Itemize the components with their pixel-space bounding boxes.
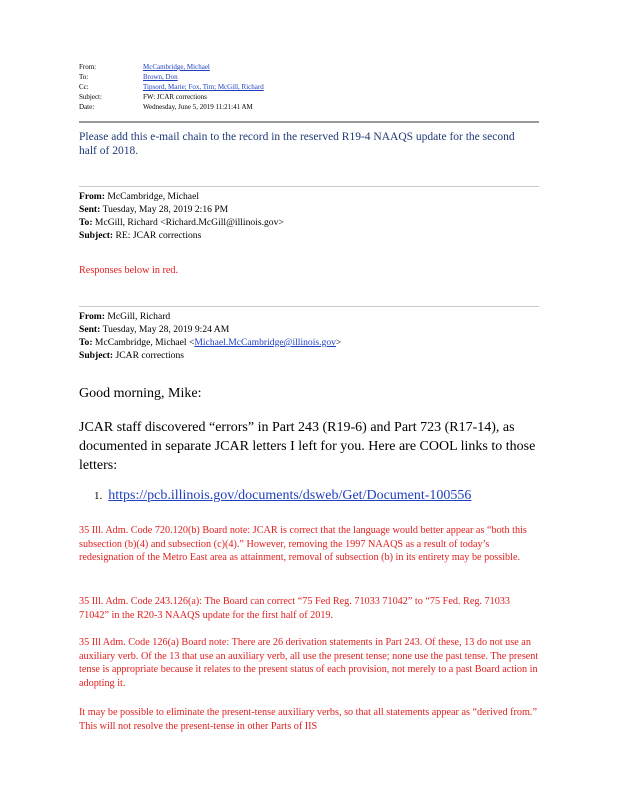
message2-sent-label: Sent: (79, 324, 101, 335)
header-subject-row (79, 92, 207, 102)
message1-from-value: McCambridge, Michael (107, 191, 199, 202)
message1-to-value: McGill, Richard <Richard.McGill@illinois.gov> (94, 217, 284, 228)
header-date-label: Date: (79, 103, 95, 111)
header-to-row (79, 72, 178, 82)
document-link[interactable]: https://pcb.illinois.gov/documents/dsweb/Get/Document-100556 (108, 488, 472, 503)
list-number: 1. (94, 490, 103, 502)
intro-text: Please add this e-mail chain to the record in the reserved R19-4 NAAQS update for the second half of 2018. (79, 131, 515, 157)
message-divider-2 (79, 306, 539, 307)
header-divider (79, 121, 539, 123)
response-paragraph-1: 35 Ill. Adm. Code 720.120(b) Board note: JCAR is correct that the language would better appear as “both this subsection (b)(4) and subsection (c)(4).” However, removing the 1997 NAAQS as a result of today’s redesignation of the Metro East area as attainment, removal of subsection (b) in its entirety may be possible. (79, 525, 527, 563)
message1-from-label: From: (79, 191, 105, 202)
message2-sent-row (79, 323, 341, 336)
message1-subject-label: Subject: (79, 230, 114, 241)
message-divider-1 (79, 186, 539, 187)
message2-to-row (79, 336, 341, 349)
header-cc-label: Cc: (79, 83, 89, 91)
message2-from-label: From: (79, 311, 105, 322)
message1-sent-value: Tuesday, May 28, 2019 2:16 PM (102, 204, 229, 215)
header-subject-value: FW: JCAR corrections (143, 93, 207, 101)
message2-sent-value: Tuesday, May 28, 2019 9:24 AM (102, 324, 230, 335)
message2-header (79, 310, 341, 362)
message2-from-row (79, 310, 341, 323)
header-cc-value[interactable]: Tipsord, Marie; Fox, Tim; McGill, Richard (143, 83, 264, 91)
message2-subject-label: Subject: (79, 350, 114, 361)
response-paragraph-4: It may be possible to eliminate the present-tense auxiliary verbs, so that all statements appear as “derived from.” This will not resolve the present-tense in other Parts of IIS (79, 707, 537, 732)
header-cc-row (79, 82, 264, 92)
message1-to-row (79, 216, 284, 229)
message2-to-label: To: (79, 337, 93, 348)
header-to-label: To: (79, 73, 89, 81)
header-date-value: Wednesday, June 5, 2019 11:21:41 AM (143, 103, 253, 111)
response-paragraph-3: 35 Ill Adm. Code 126(a) Board note: There are 26 derivation statements in Part 243. Of these, 13 do not use an auxiliary verb. Of the 13 that use an auxiliary verb, all use the present tense; none use the past tense. The present tense is appropriate because it relates to the present status of each provision, not merely to a past Board action in adopting it. (79, 637, 539, 689)
header-date-row (79, 102, 253, 112)
response-paragraph-2: 35 Ill. Adm. Code 243.126(a): The Board can correct “75 Fed Reg. 71033 71042” to “75 Fed. Reg. 71033 71042” in the R20-3 NAAQS update for the first half of 2019. (79, 596, 510, 621)
message1-to-label: To: (79, 217, 93, 228)
message2-to-end: > (335, 337, 342, 348)
body-text: JCAR staff discovered “errors” in Part 243 (R19-6) and Part 723 (R17-14), as documented in separate JCAR letters I left for you. Here are COOL links to those letters: (79, 420, 536, 473)
header-from-row (79, 62, 210, 72)
message1-subject-row (79, 229, 284, 242)
message2-to-name: McCambridge, Michael < (94, 337, 195, 348)
message1-from-row (79, 190, 284, 203)
header-from-value[interactable]: McCambridge, Michael (143, 63, 210, 71)
link-list-item (94, 488, 471, 504)
greeting: Good morning, Mike: (79, 386, 202, 401)
header-to-value[interactable]: Brown, Don (143, 73, 178, 81)
message2-from-value: McGill, Richard (107, 311, 171, 322)
message2-subject-row (79, 349, 341, 362)
message2-subject-value: JCAR corrections (115, 350, 184, 361)
message1-note: Responses below in red. (79, 265, 179, 276)
header-from-label: From: (79, 63, 97, 71)
message1-sent-label: Sent: (79, 204, 101, 215)
message1-sent-row (79, 203, 284, 216)
message2-to-email-link[interactable]: Michael.McCambridge@illinois.gov (194, 337, 336, 348)
message1-header (79, 190, 284, 242)
message1-subject-value: RE: JCAR corrections (115, 230, 202, 241)
header-subject-label: Subject: (79, 93, 102, 101)
